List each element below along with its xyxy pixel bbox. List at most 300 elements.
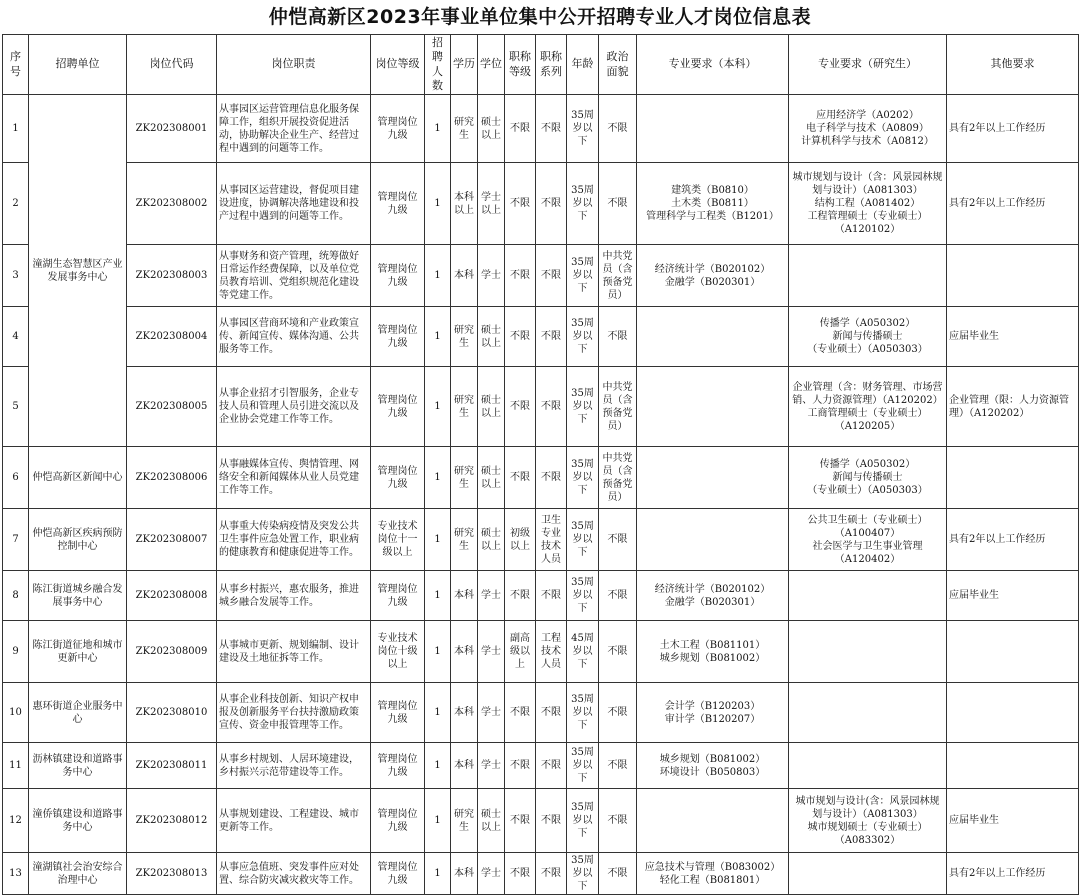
row-number — [3, 683, 29, 743]
other-requirements — [947, 163, 1079, 245]
major-graduate-text: 城市规划与设计（含：风景园林规划与设计）（A081303） 结构工程（A081402） 工程管理硕士（专业硕士）（A120102） — [792, 172, 943, 236]
other-requirements — [947, 367, 1079, 447]
row-number — [3, 307, 29, 367]
column-header-label: 职称 等级 — [509, 50, 531, 78]
table-row — [3, 307, 1079, 367]
education-text: 研究生 — [454, 808, 474, 833]
position-code-text: ZK202308008 — [135, 590, 208, 602]
column-header-label: 招聘 人数 — [432, 36, 443, 92]
hire-count — [425, 743, 451, 789]
academic-degree — [478, 683, 505, 743]
row-number — [3, 571, 29, 621]
title-series-text: 不限 — [541, 707, 561, 719]
position-code — [127, 245, 217, 307]
major-bachelor — [637, 367, 789, 447]
other-requirements — [947, 743, 1079, 789]
column-header-label: 岗位等级 — [375, 57, 420, 71]
row-number — [3, 509, 29, 571]
other-requirements — [947, 245, 1079, 307]
major-bachelor-text: 经济统计学（B020102） 金融学（B020301） — [654, 263, 771, 288]
position-code-text: ZK202308001 — [135, 123, 208, 135]
recruiting-unit-text: 惠环街道企业服务中心 — [32, 700, 123, 725]
position-grade — [371, 571, 425, 621]
age-limit-text: 45周岁以下 — [571, 633, 594, 671]
position-grade — [371, 95, 425, 163]
position-code — [127, 95, 217, 163]
political-status-text: 不限 — [607, 534, 628, 546]
recruiting-unit-text: 潼湖生态智慧区产业发展事务中心 — [32, 258, 123, 283]
position-code — [127, 683, 217, 743]
position-grade — [371, 509, 425, 571]
political-status-text: 不限 — [607, 123, 628, 135]
major-bachelor — [637, 509, 789, 571]
row-number — [3, 743, 29, 789]
position-grade — [371, 853, 425, 895]
position-grade-text: 管理岗位九级 — [377, 808, 418, 833]
table-row — [3, 163, 1079, 245]
position-code-text: ZK202308009 — [135, 646, 208, 658]
table-body — [3, 95, 1079, 895]
education — [451, 163, 478, 245]
age-limit-text: 35周岁以下 — [571, 521, 594, 559]
position-grade — [371, 447, 425, 509]
column-header — [127, 35, 217, 95]
age-limit-text: 35周岁以下 — [571, 318, 594, 356]
position-code — [127, 367, 217, 447]
hire-count-text: 1 — [434, 590, 441, 602]
age-limit-text: 35周岁以下 — [571, 747, 594, 785]
row-number-text: 7 — [12, 534, 19, 546]
position-grade — [371, 245, 425, 307]
position-code-text: ZK202308013 — [135, 868, 208, 880]
header-row — [3, 35, 1079, 95]
row-number-text: 2 — [12, 198, 19, 210]
political-status-text: 不限 — [607, 646, 628, 658]
title-level — [505, 853, 536, 895]
political-status-text: 不限 — [607, 198, 628, 210]
age-limit-text: 35周岁以下 — [571, 185, 594, 223]
political-status-text: 不限 — [607, 707, 628, 719]
row-number — [3, 163, 29, 245]
age-limit-text: 35周岁以下 — [571, 388, 594, 426]
column-header-label: 专业要求（本科） — [668, 57, 757, 71]
major-graduate — [789, 683, 947, 743]
position-code-text: ZK202308002 — [135, 198, 208, 210]
age-limit — [567, 571, 599, 621]
table-row — [3, 447, 1079, 509]
title-level — [505, 743, 536, 789]
title-level-text: 不限 — [510, 868, 530, 880]
title-series-text: 不限 — [541, 270, 561, 282]
education — [451, 245, 478, 307]
position-duty-text: 从事财务和资产管理，统筹做好日常运作经费保障，以及单位党员教育培训、党组织规范化建设等党建工作。 — [219, 250, 359, 301]
document-title: 仲恺高新区2023年事业单位集中公开招聘专业人才岗位信息表 — [268, 6, 812, 28]
major-graduate — [789, 245, 947, 307]
position-grade-text: 管理岗位九级 — [377, 394, 418, 419]
column-header-label: 岗位职责 — [271, 57, 316, 71]
academic-degree-text: 硕士以上 — [481, 324, 501, 349]
major-graduate-text: 公共卫生硕士（专业硕士）（A100407） 社会医学与卫生事业管理（A120402） — [807, 514, 928, 565]
column-header — [217, 35, 371, 95]
position-code-text: ZK202308007 — [135, 534, 208, 546]
row-number-text: 12 — [9, 815, 22, 827]
academic-degree — [478, 307, 505, 367]
position-code-text: ZK202308005 — [135, 401, 208, 413]
major-graduate — [789, 743, 947, 789]
position-grade — [371, 163, 425, 245]
academic-degree — [478, 509, 505, 571]
hire-count — [425, 509, 451, 571]
position-grade — [371, 743, 425, 789]
position-grade-text: 管理岗位九级 — [377, 191, 418, 216]
title-series — [536, 509, 567, 571]
major-bachelor — [637, 571, 789, 621]
position-duty-text: 从事融媒体宣传、舆情管理、网络安全和新闻媒体从业人员党建工作等工作。 — [219, 459, 359, 497]
academic-degree-text: 学士 — [481, 646, 501, 658]
title-level — [505, 245, 536, 307]
political-status — [599, 789, 637, 853]
column-header — [536, 35, 567, 95]
education-text: 本科 — [454, 590, 474, 602]
political-status — [599, 571, 637, 621]
recruiting-unit — [29, 789, 127, 853]
title-series — [536, 367, 567, 447]
academic-degree-text: 学士以上 — [481, 191, 501, 216]
title-level — [505, 571, 536, 621]
row-number — [3, 367, 29, 447]
position-grade-text: 管理岗位九级 — [377, 116, 418, 141]
title-level-text: 不限 — [510, 590, 530, 602]
title-level — [505, 621, 536, 683]
major-graduate — [789, 571, 947, 621]
row-number-text: 6 — [12, 472, 19, 484]
position-code-text: ZK202308012 — [135, 815, 208, 827]
position-code-text: ZK202308003 — [135, 270, 208, 282]
hire-count — [425, 307, 451, 367]
other-requirements-text: 企业管理（限：人力资源管理）（A120202） — [949, 394, 1069, 419]
hire-count — [425, 789, 451, 853]
political-status-text: 中共党员（含预备党员） — [602, 250, 633, 301]
education-text: 本科以上 — [454, 191, 474, 216]
age-limit — [567, 509, 599, 571]
education-text: 本科 — [454, 270, 474, 282]
title-series-text: 卫生专业技术人员 — [541, 514, 561, 565]
position-duty — [217, 509, 371, 571]
other-requirements — [947, 621, 1079, 683]
title-level-text: 不限 — [510, 401, 530, 413]
position-code — [127, 621, 217, 683]
row-number-text: 9 — [12, 646, 19, 658]
position-code — [127, 447, 217, 509]
age-limit-text: 35周岁以下 — [571, 694, 594, 732]
major-graduate — [789, 509, 947, 571]
age-limit — [567, 163, 599, 245]
title-series-text: 工程技术人员 — [541, 633, 561, 671]
academic-degree-text: 硕士以上 — [481, 116, 501, 141]
age-limit-text: 35周岁以下 — [571, 459, 594, 497]
academic-degree — [478, 95, 505, 163]
column-header — [29, 35, 127, 95]
major-bachelor — [637, 163, 789, 245]
academic-degree — [478, 621, 505, 683]
political-status — [599, 367, 637, 447]
title-series-text: 不限 — [541, 198, 561, 210]
political-status — [599, 621, 637, 683]
education — [451, 571, 478, 621]
position-duty — [217, 307, 371, 367]
major-graduate — [789, 447, 947, 509]
major-bachelor — [637, 789, 789, 853]
age-limit-text: 35周岁以下 — [571, 257, 594, 295]
title-series — [536, 307, 567, 367]
age-limit — [567, 789, 599, 853]
table-row — [3, 853, 1079, 895]
position-grade-text: 管理岗位九级 — [377, 465, 418, 490]
position-duty — [217, 621, 371, 683]
education — [451, 683, 478, 743]
title-series — [536, 95, 567, 163]
position-duty-text: 从事园区运营管理信息化服务保障工作，组织开展投资促进活动，协助解决企业生产、经营过程中遇到的问题等工作。 — [219, 103, 359, 154]
title-series-text: 不限 — [541, 760, 561, 772]
title-series-text: 不限 — [541, 331, 561, 343]
major-bachelor-text: 建筑类（B0810） 土木类（B0811） 管理科学与工程类（B1201） — [646, 185, 779, 223]
education-text: 本科 — [454, 868, 474, 880]
other-requirements — [947, 307, 1079, 367]
other-requirements — [947, 447, 1079, 509]
position-code — [127, 571, 217, 621]
position-code — [127, 743, 217, 789]
hire-count-text: 1 — [434, 815, 441, 827]
academic-degree-text: 硕士以上 — [481, 394, 501, 419]
row-number-text: 8 — [12, 590, 19, 602]
education — [451, 367, 478, 447]
position-duty-text: 从事园区营商环境和产业政策宣传、新闻宣传、媒体沟通、公共服务等工作。 — [219, 318, 359, 356]
position-grade — [371, 789, 425, 853]
recruiting-unit — [29, 683, 127, 743]
political-status — [599, 683, 637, 743]
table-row — [3, 245, 1079, 307]
column-header — [599, 35, 637, 95]
hire-count — [425, 95, 451, 163]
position-code — [127, 163, 217, 245]
recruiting-unit-text: 陈江街道征地和城市更新中心 — [32, 639, 123, 664]
recruiting-unit-text: 潼湖镇社会治安综合治理中心 — [32, 861, 123, 886]
political-status-text: 不限 — [607, 590, 628, 602]
title-series — [536, 683, 567, 743]
table-header — [3, 35, 1079, 95]
title-level-text: 副高级以上 — [510, 633, 530, 671]
row-number-text: 13 — [9, 868, 22, 880]
age-limit-text: 35周岁以下 — [571, 577, 594, 615]
academic-degree — [478, 245, 505, 307]
row-number — [3, 853, 29, 895]
title-series — [536, 447, 567, 509]
position-code — [127, 853, 217, 895]
other-requirements-text: 具有2年以上工作经历 — [949, 868, 1046, 880]
political-status-text: 不限 — [607, 868, 628, 880]
position-duty-text: 从事企业招才引智服务，企业专技人员和管理人员引进交流以及企业协会党建工作等工作。 — [219, 388, 359, 426]
political-status — [599, 743, 637, 789]
column-header — [451, 35, 478, 95]
column-header-label: 招聘单位 — [55, 57, 100, 71]
recruiting-unit — [29, 571, 127, 621]
position-grade-text: 管理岗位九级 — [377, 583, 418, 608]
education — [451, 621, 478, 683]
education — [451, 307, 478, 367]
major-bachelor — [637, 853, 789, 895]
column-header-label: 年龄 — [571, 57, 594, 71]
row-number — [3, 789, 29, 853]
education — [451, 509, 478, 571]
title-series-text: 不限 — [541, 472, 561, 484]
position-grade — [371, 621, 425, 683]
position-duty-text: 从事应急值班、突发事件应对处置、综合防灾减灾救灾等工作。 — [219, 861, 359, 886]
major-graduate-text: 传播学（A050302） 新闻与传播硕士 （专业硕士）（A050303） — [807, 459, 928, 497]
position-duty-text: 从事园区运营建设，督促项目建设进度，协调解决落地建设和投产过程中遇到的问题等工作。 — [219, 185, 359, 223]
recruiting-unit — [29, 853, 127, 895]
hire-count-text: 1 — [434, 198, 441, 210]
position-duty — [217, 447, 371, 509]
column-header — [637, 35, 789, 95]
academic-degree — [478, 163, 505, 245]
age-limit — [567, 367, 599, 447]
other-requirements-text: 应届毕业生 — [949, 590, 999, 602]
position-duty-text: 从事乡村振兴，惠农服务，推进城乡融合发展等工作。 — [219, 583, 359, 608]
column-header — [567, 35, 599, 95]
position-code-text: ZK202308004 — [135, 331, 208, 343]
education-text: 研究生 — [454, 527, 474, 552]
position-duty — [217, 683, 371, 743]
column-header — [371, 35, 425, 95]
academic-degree — [478, 789, 505, 853]
column-header-label: 职称 系列 — [540, 50, 562, 78]
age-limit — [567, 853, 599, 895]
hire-count-text: 1 — [434, 868, 441, 880]
title-level-text: 不限 — [510, 815, 530, 827]
recruiting-unit — [29, 447, 127, 509]
recruiting-unit — [29, 621, 127, 683]
recruiting-unit-text: 沥林镇建设和道路事务中心 — [32, 753, 123, 778]
position-grade-text: 专业技术岗位十级以上 — [377, 633, 418, 671]
recruiting-unit-text: 潼侨镇建设和道路事务中心 — [32, 808, 123, 833]
academic-degree-text: 学士 — [481, 270, 501, 282]
major-bachelor — [637, 743, 789, 789]
position-duty-text: 从事企业科技创新、知识产权申报及创新服务平台扶持激励政策宣传、资金申报管理等工作。 — [219, 694, 359, 732]
row-number-text: 5 — [12, 401, 19, 413]
age-limit — [567, 447, 599, 509]
education-text: 本科 — [454, 707, 474, 719]
age-limit — [567, 743, 599, 789]
other-requirements — [947, 853, 1079, 895]
education-text: 研究生 — [454, 324, 474, 349]
hire-count-text: 1 — [434, 401, 441, 413]
position-duty — [217, 789, 371, 853]
recruiting-unit-text: 仲恺高新区新闻中心 — [32, 472, 123, 484]
major-graduate — [789, 367, 947, 447]
major-bachelor — [637, 683, 789, 743]
position-grade-text: 专业技术岗位十一级以上 — [377, 521, 418, 559]
title-level — [505, 367, 536, 447]
position-duty — [217, 853, 371, 895]
position-grade-text: 管理岗位九级 — [377, 861, 418, 886]
education-text: 本科 — [454, 646, 474, 658]
column-header-label: 岗位代码 — [149, 57, 194, 71]
education — [451, 789, 478, 853]
major-graduate-text: 应用经济学（A0202） 电子科学与技术（A0809） 计算机科学与技术（A0812） — [801, 110, 934, 148]
education — [451, 95, 478, 163]
position-grade-text: 管理岗位九级 — [377, 753, 418, 778]
political-status-text: 不限 — [607, 331, 628, 343]
position-duty — [217, 367, 371, 447]
major-graduate — [789, 307, 947, 367]
title-level — [505, 95, 536, 163]
hire-count-text: 1 — [434, 123, 441, 135]
education — [451, 743, 478, 789]
positions-table — [2, 34, 1079, 895]
other-requirements — [947, 683, 1079, 743]
position-grade — [371, 683, 425, 743]
title-series — [536, 245, 567, 307]
hire-count — [425, 571, 451, 621]
political-status-text: 不限 — [607, 760, 628, 772]
recruiting-unit — [29, 743, 127, 789]
title-series — [536, 743, 567, 789]
column-header — [425, 35, 451, 95]
table-row — [3, 743, 1079, 789]
position-duty-text: 从事规划建设、工程建设、城市更新等工作。 — [219, 808, 359, 833]
column-header-label: 其他要求 — [990, 57, 1035, 71]
political-status — [599, 447, 637, 509]
position-code-text: ZK202308006 — [135, 472, 208, 484]
hire-count — [425, 163, 451, 245]
major-graduate-text: 传播学（A050302） 新闻与传播硕士 （专业硕士）（A050303） — [807, 318, 928, 356]
position-duty-text: 从事城市更新、规划编制、设计建设及土地征拆等工作。 — [219, 639, 359, 664]
major-graduate — [789, 853, 947, 895]
other-requirements-text: 具有2年以上工作经历 — [949, 534, 1046, 546]
position-duty — [217, 743, 371, 789]
hire-count — [425, 245, 451, 307]
column-header — [505, 35, 536, 95]
position-code-text: ZK202308010 — [135, 707, 208, 719]
major-graduate — [789, 163, 947, 245]
table-row — [3, 789, 1079, 853]
title-level — [505, 307, 536, 367]
title-level-text: 不限 — [510, 123, 530, 135]
political-status-text: 中共党员（含预备党员） — [602, 381, 633, 432]
academic-degree-text: 学士 — [481, 868, 501, 880]
title-level-text: 初级以上 — [510, 527, 530, 552]
major-graduate — [789, 789, 947, 853]
hire-count-text: 1 — [434, 270, 441, 282]
row-number-text: 1 — [12, 123, 19, 135]
recruiting-unit — [29, 95, 127, 447]
hire-count-text: 1 — [434, 534, 441, 546]
title-level — [505, 683, 536, 743]
hire-count — [425, 683, 451, 743]
table-row — [3, 621, 1079, 683]
major-bachelor — [637, 95, 789, 163]
table-row — [3, 367, 1079, 447]
column-header-label: 专业要求（研究生） — [818, 57, 917, 71]
age-limit-text: 35周岁以下 — [571, 855, 594, 893]
age-limit — [567, 621, 599, 683]
column-header-label: 学位 — [480, 57, 502, 71]
title-level-text: 不限 — [510, 760, 530, 772]
column-header — [947, 35, 1079, 95]
academic-degree — [478, 743, 505, 789]
political-status — [599, 163, 637, 245]
major-bachelor — [637, 621, 789, 683]
